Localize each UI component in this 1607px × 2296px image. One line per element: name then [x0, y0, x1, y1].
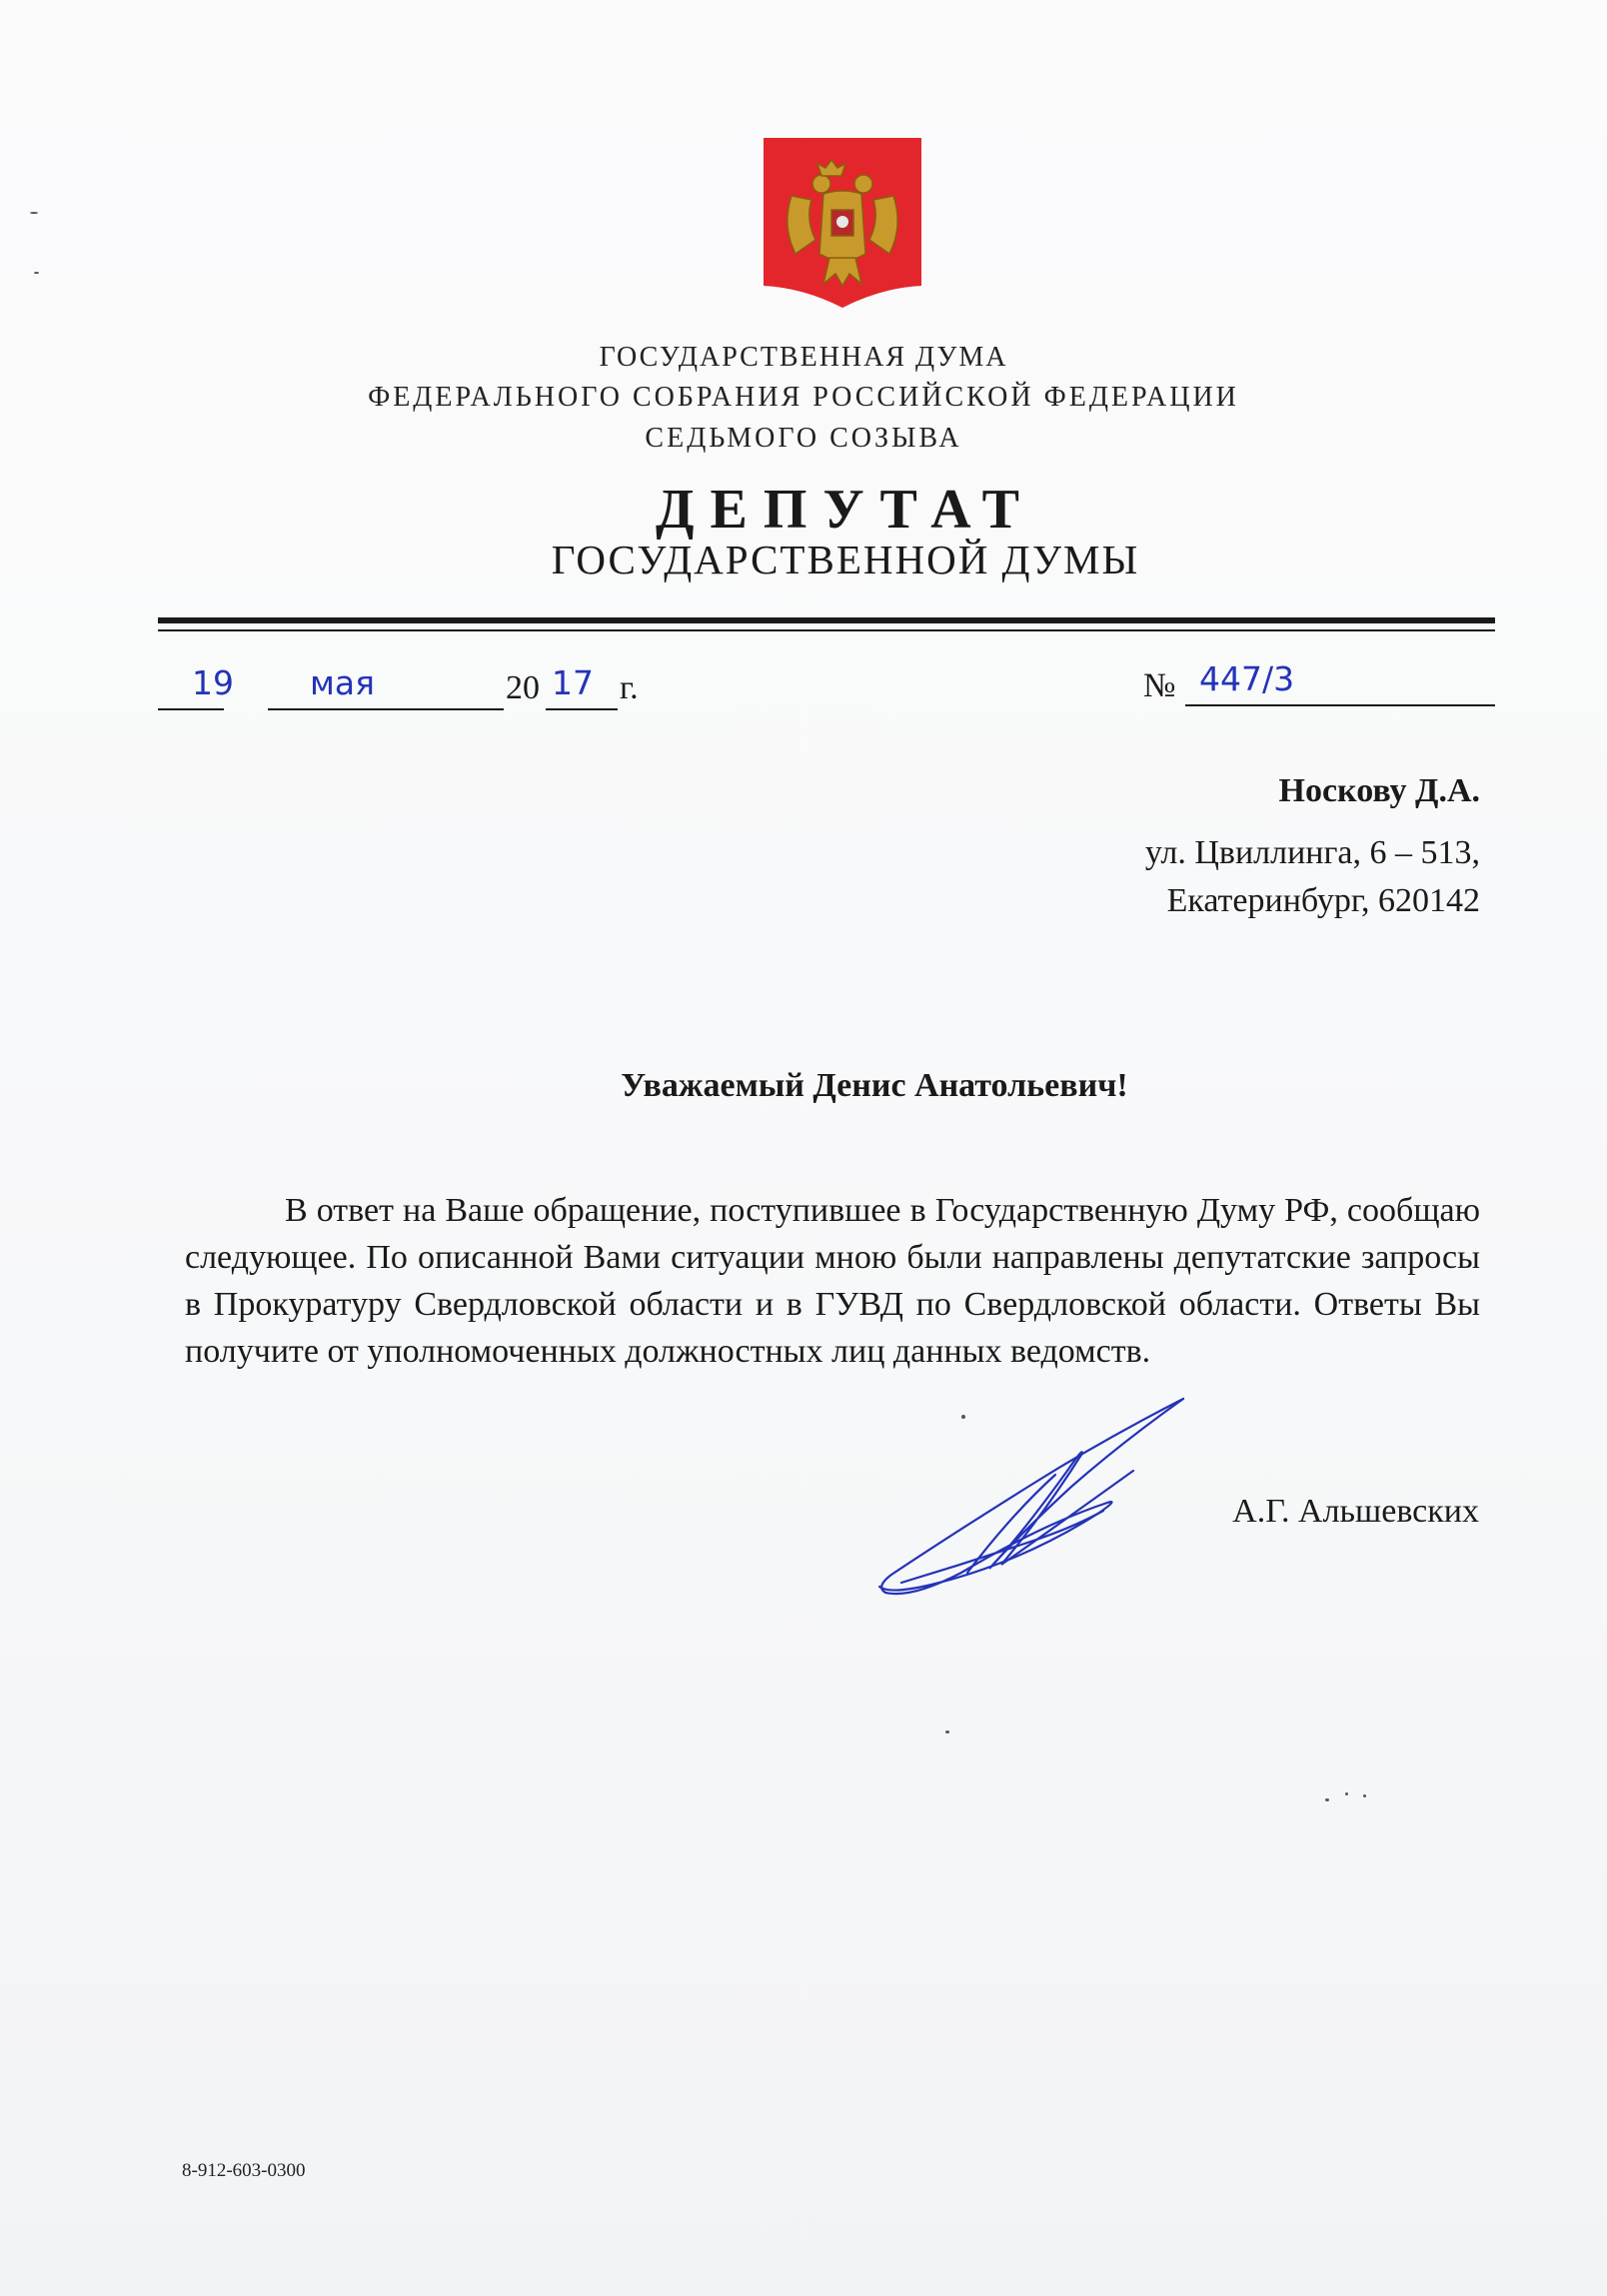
coat-of-arms-icon	[762, 136, 923, 310]
date-year-prefix: 20	[506, 669, 540, 706]
scan-speck	[961, 1415, 965, 1419]
salutation: Уважаемый Денис Анатольевич!	[621, 1067, 1128, 1104]
date-month: мая	[310, 663, 375, 702]
header-rule-thick	[158, 617, 1495, 623]
date-year-suffix: 17	[552, 663, 594, 702]
date-year-mark: г.	[620, 669, 639, 706]
number-label: №	[1143, 667, 1176, 704]
scan-speck	[1345, 1792, 1348, 1795]
scan-speck	[1325, 1798, 1329, 1801]
org-line-1: ГОСУДАРСТВЕННАЯ ДУМА	[599, 342, 1008, 373]
letter-number: 447/3	[1199, 659, 1295, 698]
date-year-underline	[546, 708, 618, 710]
scan-speck	[945, 1730, 949, 1733]
org-line-3: СЕДЬМОГО СОЗЫВА	[645, 423, 962, 454]
recipient-address-line-2: Екатеринбург, 620142	[1166, 882, 1480, 919]
number-underline	[1185, 704, 1495, 706]
recipient-address-line-1: ул. Цвиллинга, 6 – 513,	[1144, 834, 1480, 871]
contact-phone: 8-912-603-0300	[182, 2160, 306, 2181]
recipient-address	[1145, 829, 1480, 925]
letter-body: В ответ на Ваше обращение, поступившее в Государственную Думу РФ, сообщаю следующее. По описанной Вами ситуации мною были направлены депутатские запросы в Прокуратуру Свердловской области и в ГУВД по Свердловской области. Ответы Вы получите от уполномоченных должностных лиц данных ведомств.	[185, 1192, 1480, 1370]
recipient-name: Носкову Д.А.	[1278, 772, 1480, 809]
letterhead-subtitle: ГОСУДАРСТВЕННОЙ ДУМЫ	[551, 537, 1140, 582]
date-day: 19	[192, 663, 234, 702]
org-line-2: ФЕДЕРАЛЬНОГО СОБРАНИЯ РОССИЙСКОЙ ФЕДЕРАЦИИ	[368, 382, 1239, 413]
signer-name: А.Г. Альшевских	[1232, 1493, 1479, 1530]
date-month-underline	[268, 708, 504, 710]
scan-speck	[1363, 1794, 1366, 1797]
scan-speck	[30, 212, 38, 214]
date-day-underline	[158, 708, 224, 710]
letterhead-title: ДЕПУТАТ	[656, 479, 1035, 541]
scan-speck	[34, 272, 39, 274]
header-rule-thin	[158, 629, 1495, 631]
handwritten-signature	[871, 1395, 1191, 1607]
